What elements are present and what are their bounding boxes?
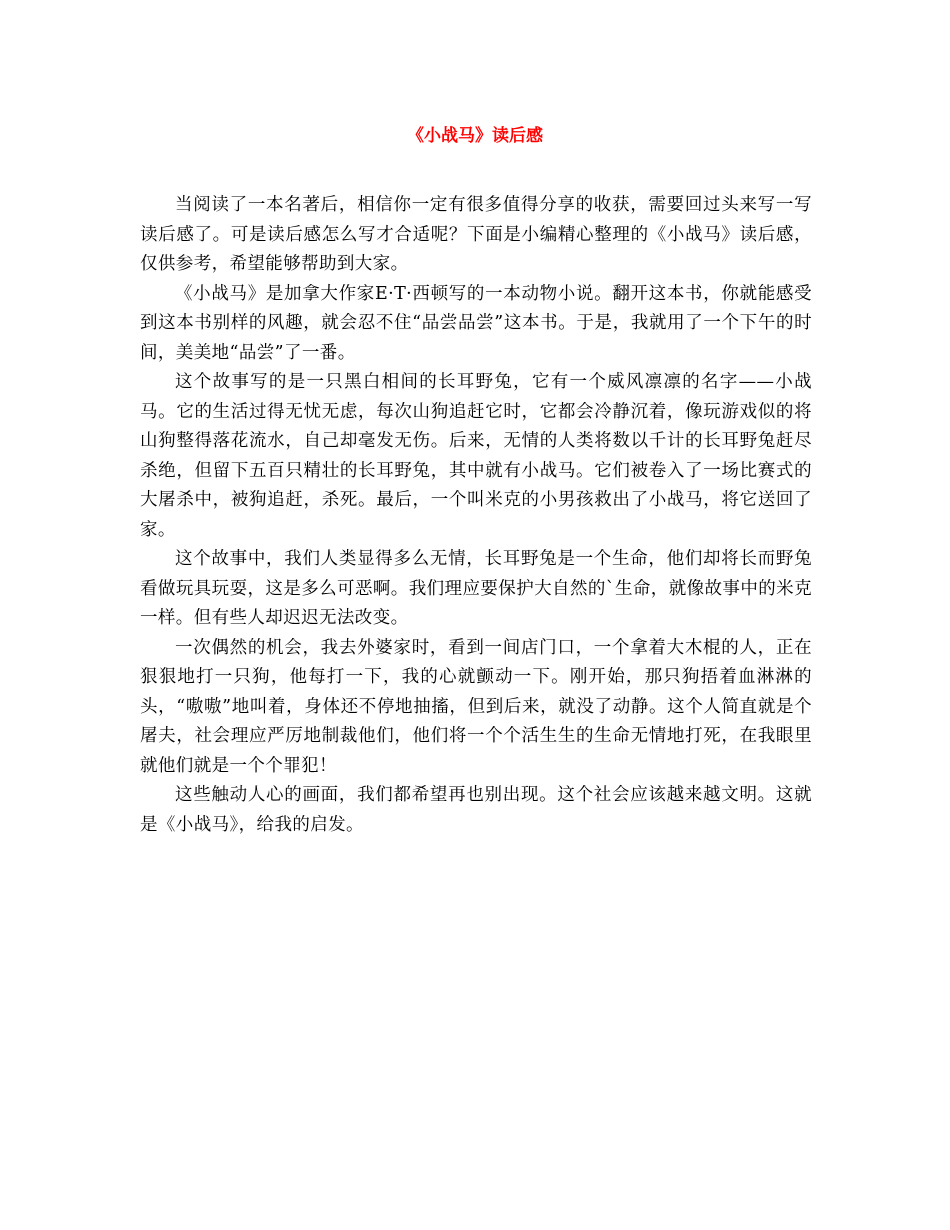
paragraph-experience: 一次偶然的机会，我去外婆家时，看到一间店门口，一个拿着大木棍的人，正在狠狠地打一只狗，他每打一下，我的心就颤动一下。刚开始，那只狗捂着血淋淋的头，“嗷嗷”地叫着，身体还不停地抽搐，但到后来，就没了动静。这个人简直就是个屠夫，社会理应严厉地制裁他们，他们将一个个活生生的生命无情地打死，在我眼里就他们就是一个个罪犯！	[140, 637, 812, 776]
paragraph-conclusion: 这些触动人心的画面，我们都希望再也别出现。这个社会应该越来越文明。这就是《小战马》，给我的启发。	[140, 785, 812, 835]
document-title: 《小战马》读后感	[407, 126, 543, 146]
paragraph-intro: 当阅读了一本名著后，相信你一定有很多值得分享的收获，需要回过头来写一写读后感了。可是读后感怎么写才合适呢？下面是小编精心整理的《小战马》读后感，仅供参考，希望能够帮助到大家。	[140, 195, 812, 274]
paragraph-book-intro: 《小战马》是加拿大作家E·T·西顿写的一本动物小说。翻开这本书，你就能感受到这本书别样的风趣，就会忍不住“品尝品尝”这本书。于是，我就用了一个下午的时间，美美地“品尝”了一番。	[140, 283, 812, 363]
paragraph-story: 这个故事写的是一只黑白相间的长耳野兔，它有一个威风凛凛的名字——小战马。它的生活过得无忧无虑，每次山狗追赶它时，它都会冷静沉着，像玩游戏似的将山狗整得落花流水，自己却毫发无伤。后来，无情的人类将数以千计的长耳野兔赶尽杀绝，但留下五百只精壮的长耳野兔，其中就有小战马。它们被卷入了一场比赛式的大屠杀中，被狗追赶，杀死。最后，一个叫米克的小男孩救出了小战马，将它送回了家。	[140, 372, 812, 540]
paragraph-reflection: 这个故事中，我们人类显得多么无情，长耳野兔是一个生命，他们却将长而野兔看做玩具玩耍，这是多么可恶啊。我们理应要保护大自然的`生命，就像故事中的米克一样。但有些人却迟迟无法改变。	[140, 549, 812, 628]
document-body	[140, 191, 812, 840]
